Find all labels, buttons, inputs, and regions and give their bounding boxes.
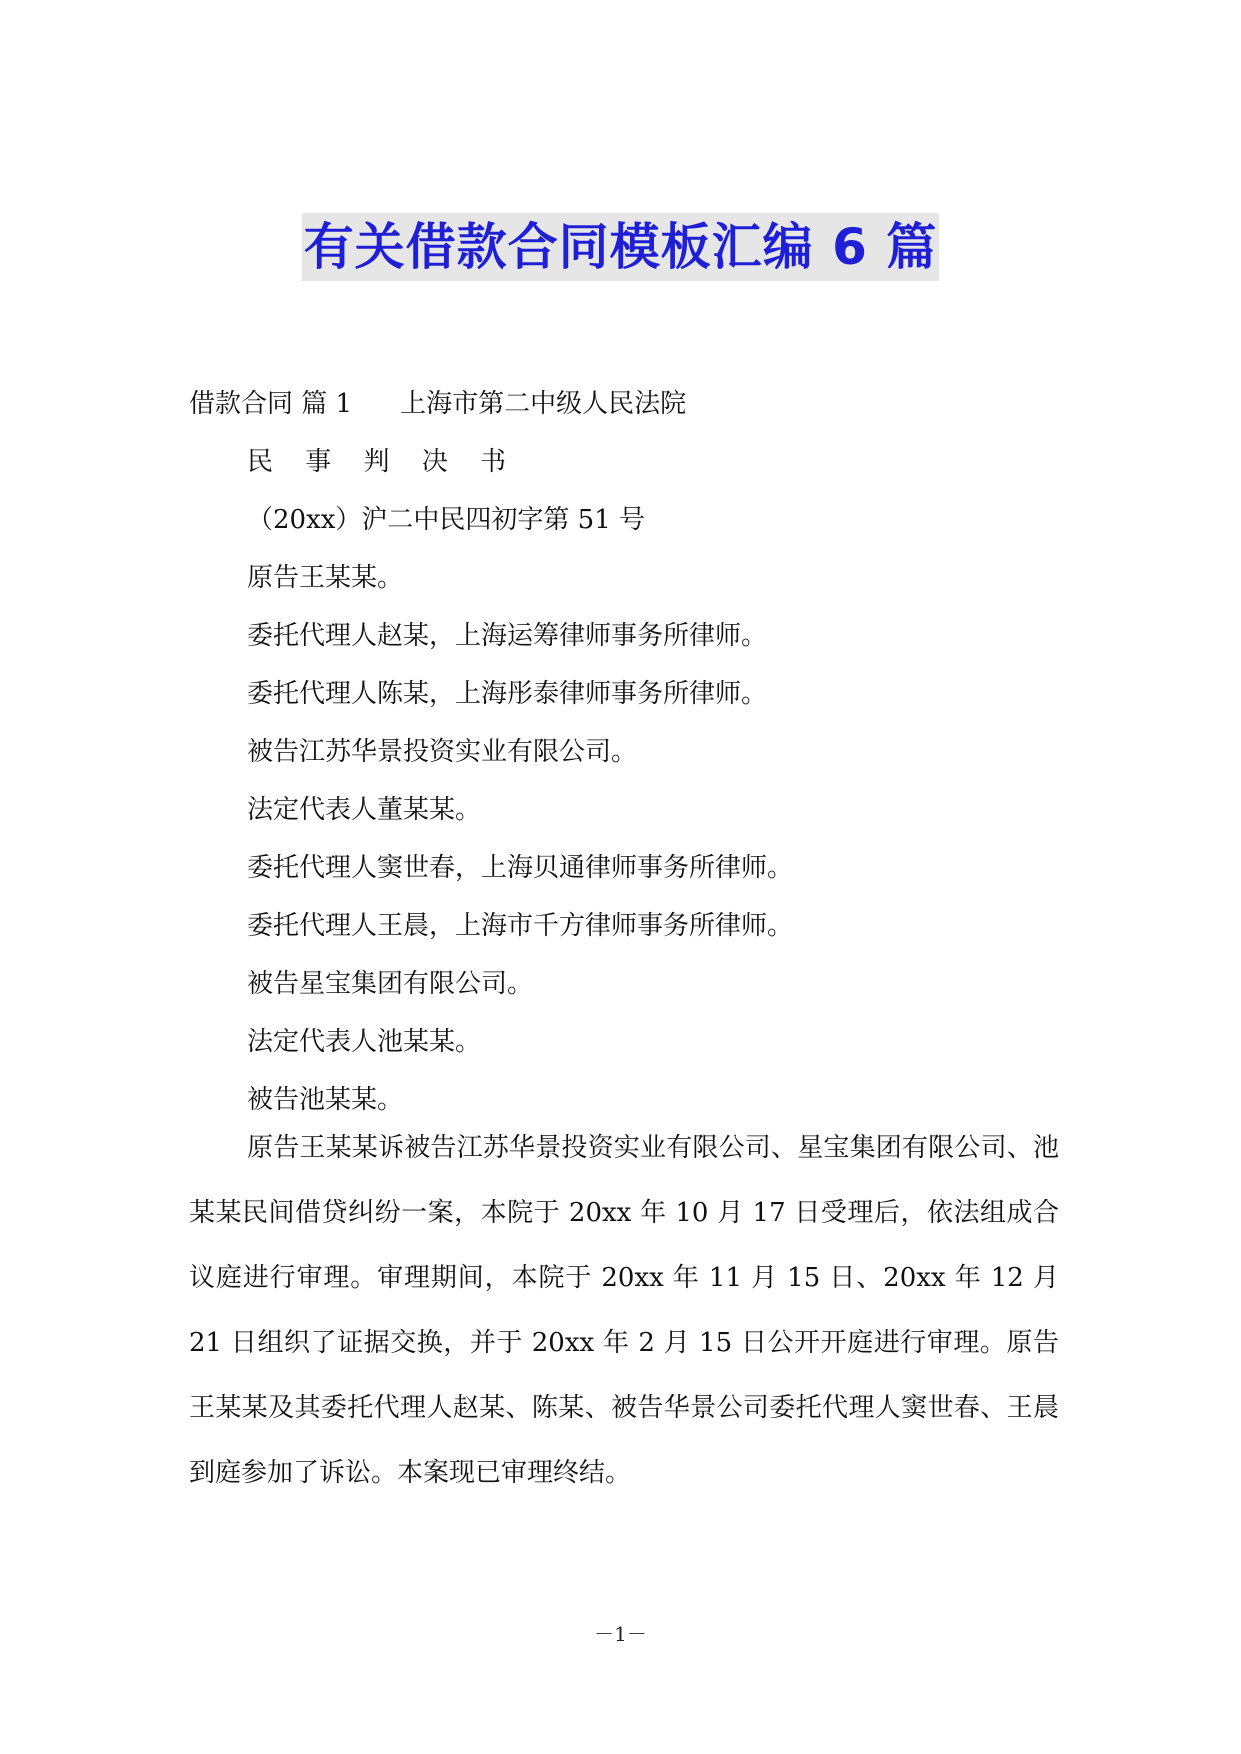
party-line: 法定代表人董某某。	[247, 795, 482, 825]
party-line: 被告池某某。	[247, 1085, 404, 1115]
party-line: 被告星宝集团有限公司。	[247, 969, 534, 999]
party-line: 原告王某某。	[247, 563, 404, 593]
party-line: 委托代理人窦世春，上海贝通律师事务所律师。	[247, 853, 794, 883]
court-name: 上海市第二中级人民法院	[400, 389, 687, 419]
document-title: 有关借款合同模板汇编 6 篇	[302, 213, 940, 281]
title-wrapper	[0, 213, 1241, 281]
party-line: 法定代表人池某某。	[247, 1027, 482, 1057]
party-line: 委托代理人王晨，上海市千方律师事务所律师。	[247, 911, 794, 941]
judgment-title: 民 事 判 决 书	[247, 447, 519, 477]
page-number: －1－	[594, 1622, 647, 1646]
heading-line	[189, 384, 686, 424]
case-number: （20xx）沪二中民四初字第 51 号	[247, 505, 646, 535]
party-line: 委托代理人陈某，上海彤泰律师事务所律师。	[247, 679, 768, 709]
contract-heading: 借款合同 篇 1	[189, 389, 353, 419]
case-paragraph: 原告王某某诉被告江苏华景投资实业有限公司、星宝集团有限公司、池某某民间借贷纠纷一案，本院于 20xx 年 10 月 17 日受理后，依法组成合议庭进行审理。审理期间，本院于 20xx 年 11 月 15 日、20xx 年 12 月 21 日组织了证据交换，并于 20xx 年 2 月 15 日公开开庭进行审理。原告王某某及其委托代理人赵某、陈某、被告华景公司委托代理人窦世春、王晨到庭参加了诉讼。本案现已审理终结。	[189, 1133, 1059, 1488]
party-line: 被告江苏华景投资实业有限公司。	[247, 737, 638, 767]
party-line: 委托代理人赵某，上海运筹律师事务所律师。	[247, 621, 768, 651]
